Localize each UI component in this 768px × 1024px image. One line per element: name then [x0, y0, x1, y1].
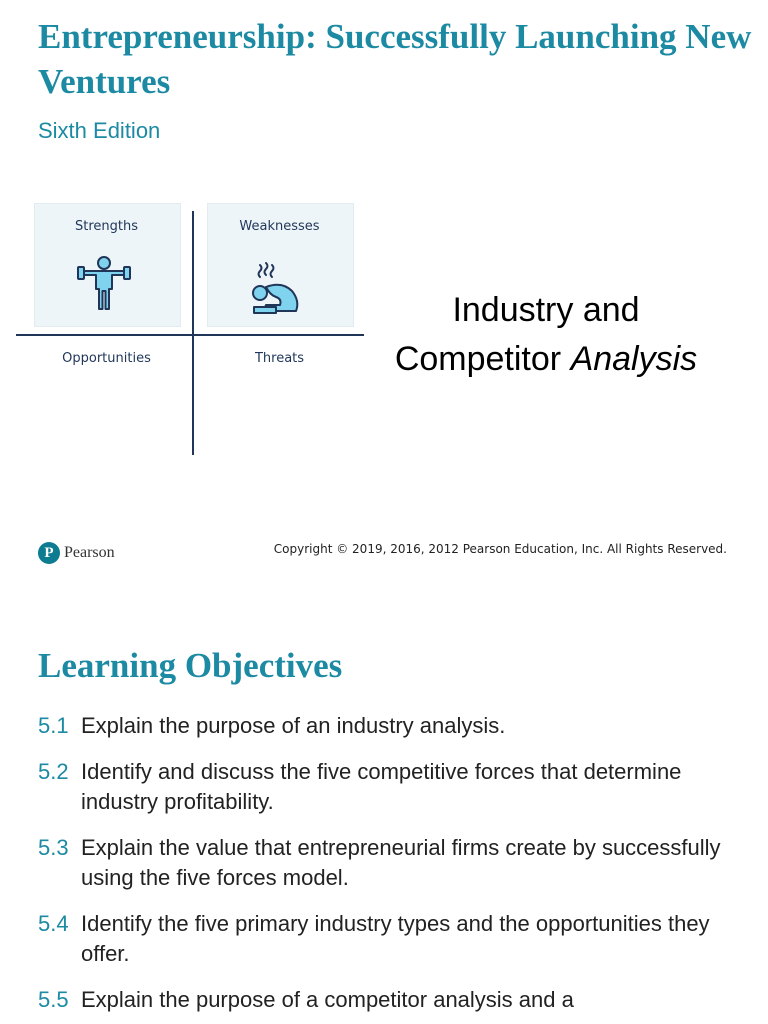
chapter-title-line1: Industry and: [452, 291, 640, 329]
swot-vertical-divider: [192, 211, 194, 455]
learning-objectives-heading: Learning Objectives: [38, 646, 343, 685]
chapter-title-line2-italic: Analysis: [570, 340, 698, 378]
opportunities-label: Opportunities: [62, 351, 151, 366]
pearson-wordmark: Pearson: [64, 544, 115, 561]
swot-horizontal-divider: [16, 334, 364, 336]
objective-text: Explain the purpose of an industry analysis.: [81, 713, 506, 738]
objective-text: Explain the purpose of a competitor analysis and a: [81, 987, 574, 1012]
threats-label: Threats: [254, 351, 305, 366]
objective-text: Identify the five primary industry types and the opportunities they offer.: [81, 911, 710, 966]
chapter-title-line2-plain: Competitor: [394, 340, 562, 378]
objectives-list: [38, 711, 738, 1024]
objective-item: [38, 909, 738, 969]
objective-number: 5.1: [38, 713, 69, 738]
pearson-logo: [38, 541, 115, 565]
objective-number: 5.2: [38, 759, 69, 784]
edition-label: Sixth Edition: [38, 118, 161, 143]
objective-text: Explain the value that entrepreneurial firms create by successfully using the five forces model.: [81, 835, 721, 890]
objective-item: [38, 833, 738, 893]
objective-item: [38, 985, 738, 1015]
learning-objectives-slide: [0, 608, 768, 1024]
weaknesses-label: Weaknesses: [239, 219, 320, 234]
swot-diagram: [14, 203, 366, 455]
objective-item: [38, 711, 738, 741]
objective-number: 5.3: [38, 835, 69, 860]
strengths-label: Strengths: [74, 219, 138, 234]
weightlifter-icon: [72, 255, 136, 315]
tired-person-icon: [246, 261, 314, 317]
objective-number: 5.4: [38, 911, 69, 936]
objective-item: [38, 757, 738, 817]
pearson-mark-icon: P: [38, 542, 60, 564]
objective-number: 5.5: [38, 987, 69, 1012]
book-title: Entrepreneurship: Successfully Launching New Ventures: [38, 17, 752, 101]
chapter-title: [370, 286, 722, 384]
objective-text: Identify and discuss the five competitive forces that determine industry profitability.: [81, 759, 682, 814]
copyright-notice: Copyright © 2019, 2016, 2012 Pearson Education, Inc. All Rights Reserved.: [273, 542, 727, 556]
